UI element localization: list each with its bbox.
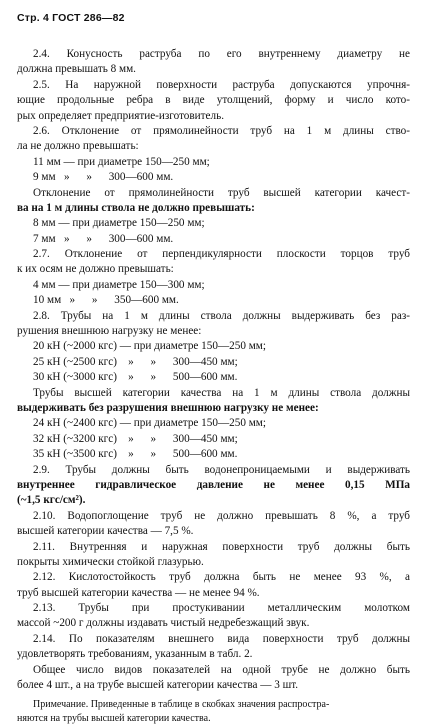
text-line: высшей категории качества — 7,5 %.	[17, 525, 194, 538]
text-line: Общее число видов показателей на одной трубе не должно быть	[33, 663, 410, 676]
text-line: 2.4. Конусность раструба по его внутреннему диаметру не	[33, 48, 410, 60]
text-line: ла не должно превышать:	[17, 140, 139, 153]
text-line: 2.7. Отклонение от перпендикулярности плоскости торцов труб	[33, 248, 410, 261]
text-line: к их осям не должно превышать:	[17, 263, 174, 276]
text-line: 2.11. Внутренняя и наружная поверхности труб должны быть	[33, 540, 410, 553]
document-body	[17, 47, 410, 725]
text-line: выдерживать без разрушения внешнюю нагрузку не менее:	[17, 401, 319, 414]
spec-line: 25 кН (~2500 кгс) » » 300—450 мм;	[33, 355, 238, 368]
spec-line: 4 мм — при диаметре 150—300 мм;	[33, 278, 205, 291]
footnote-line: няются на трубы высшей категории качества.	[17, 712, 211, 724]
spec-line: 30 кН (~3000 кгс) » » 500—600 мм.	[33, 371, 238, 384]
spec-line: 24 кН (~2400 кгс) — при диаметре 150—250 мм;	[33, 417, 266, 430]
text-line: 2.13. Трубы при простукивании металлическим молотком	[33, 602, 410, 615]
text-line: труб высшей категории качества — не менее 94 %.	[17, 586, 260, 599]
spec-line: 10 мм » » 350—600 мм.	[33, 294, 179, 307]
text-line: внутреннее гидравлическое давление не менее 0,15 МПа	[17, 478, 410, 491]
text-line: 2.5. На наружной поверхности раструба допускаются упрочня-	[33, 78, 410, 91]
spec-line: 35 кН (~3500 кгс) » » 500—600 мм.	[33, 448, 238, 461]
spec-line: 7 мм » » 300—600 мм.	[33, 232, 174, 245]
text-line: ва на 1 м длины ствола не должно превышать:	[17, 201, 255, 214]
text-line: 2.12. Кислотостойкость труб должна быть не менее 93 %, а	[33, 571, 410, 584]
spec-line: 11 мм — при диаметре 150—250 мм;	[33, 155, 210, 168]
text-line: 2.10. Водопоглощение труб не должно превышать 8 %, а труб	[33, 509, 410, 522]
text-line: 2.6. Отклонение от прямолинейности труб на 1 м длины ство-	[33, 124, 410, 137]
spec-line: 8 мм — при диаметре 150—250 мм;	[33, 217, 205, 230]
text-line: Трубы высшей категории качества на 1 м длины ствола должны	[33, 386, 410, 399]
text-line: 2.8. Трубы на 1 м длины ствола должны выдерживать без раз-	[33, 309, 410, 322]
text-line: рушения внешнюю нагрузку не менее:	[17, 325, 202, 338]
page-header: Стр. 4 ГОСТ 286—82	[17, 12, 125, 24]
footnote	[17, 698, 410, 725]
spec-line: 32 кН (~3200 кгс) » » 300—450 мм;	[33, 432, 238, 445]
text-line: покрыты химически стойкой глазурью.	[17, 555, 204, 568]
footnote-line: Примечание. Приведенные в таблице в скобках значения распростра-	[33, 699, 330, 711]
text-line: (~1,5 кгс/см²).	[17, 494, 86, 507]
text-line: удовлетворять требованиям, указанным в табл. 2.	[17, 648, 253, 661]
text-line: массой ~200 г должны издавать чистый недребезжащий звук.	[17, 617, 310, 630]
text-line: Отклонение от прямолинейности труб высшей категории качест-	[33, 186, 410, 199]
text-line: рых определяет предприятие-изготовитель.	[17, 109, 225, 122]
spec-line: 9 мм » » 300—600 мм.	[33, 171, 174, 184]
spec-line: 20 кН (~2000 кгс) — при диаметре 150—250 мм;	[33, 340, 266, 353]
text-line: должна превышать 8 мм.	[17, 63, 136, 76]
text-line: 2.9. Трубы должны быть водонепроницаемыми и выдерживать	[33, 463, 410, 476]
text-line: более 4 шт., а на трубе высшей категории качества — 3 шт.	[17, 679, 299, 692]
text-line: 2.14. По показателям внешнего вида поверхности труб должны	[33, 632, 410, 645]
text-line: ющие продольные ребра в виде утолщений, форму и число кото-	[17, 94, 410, 107]
